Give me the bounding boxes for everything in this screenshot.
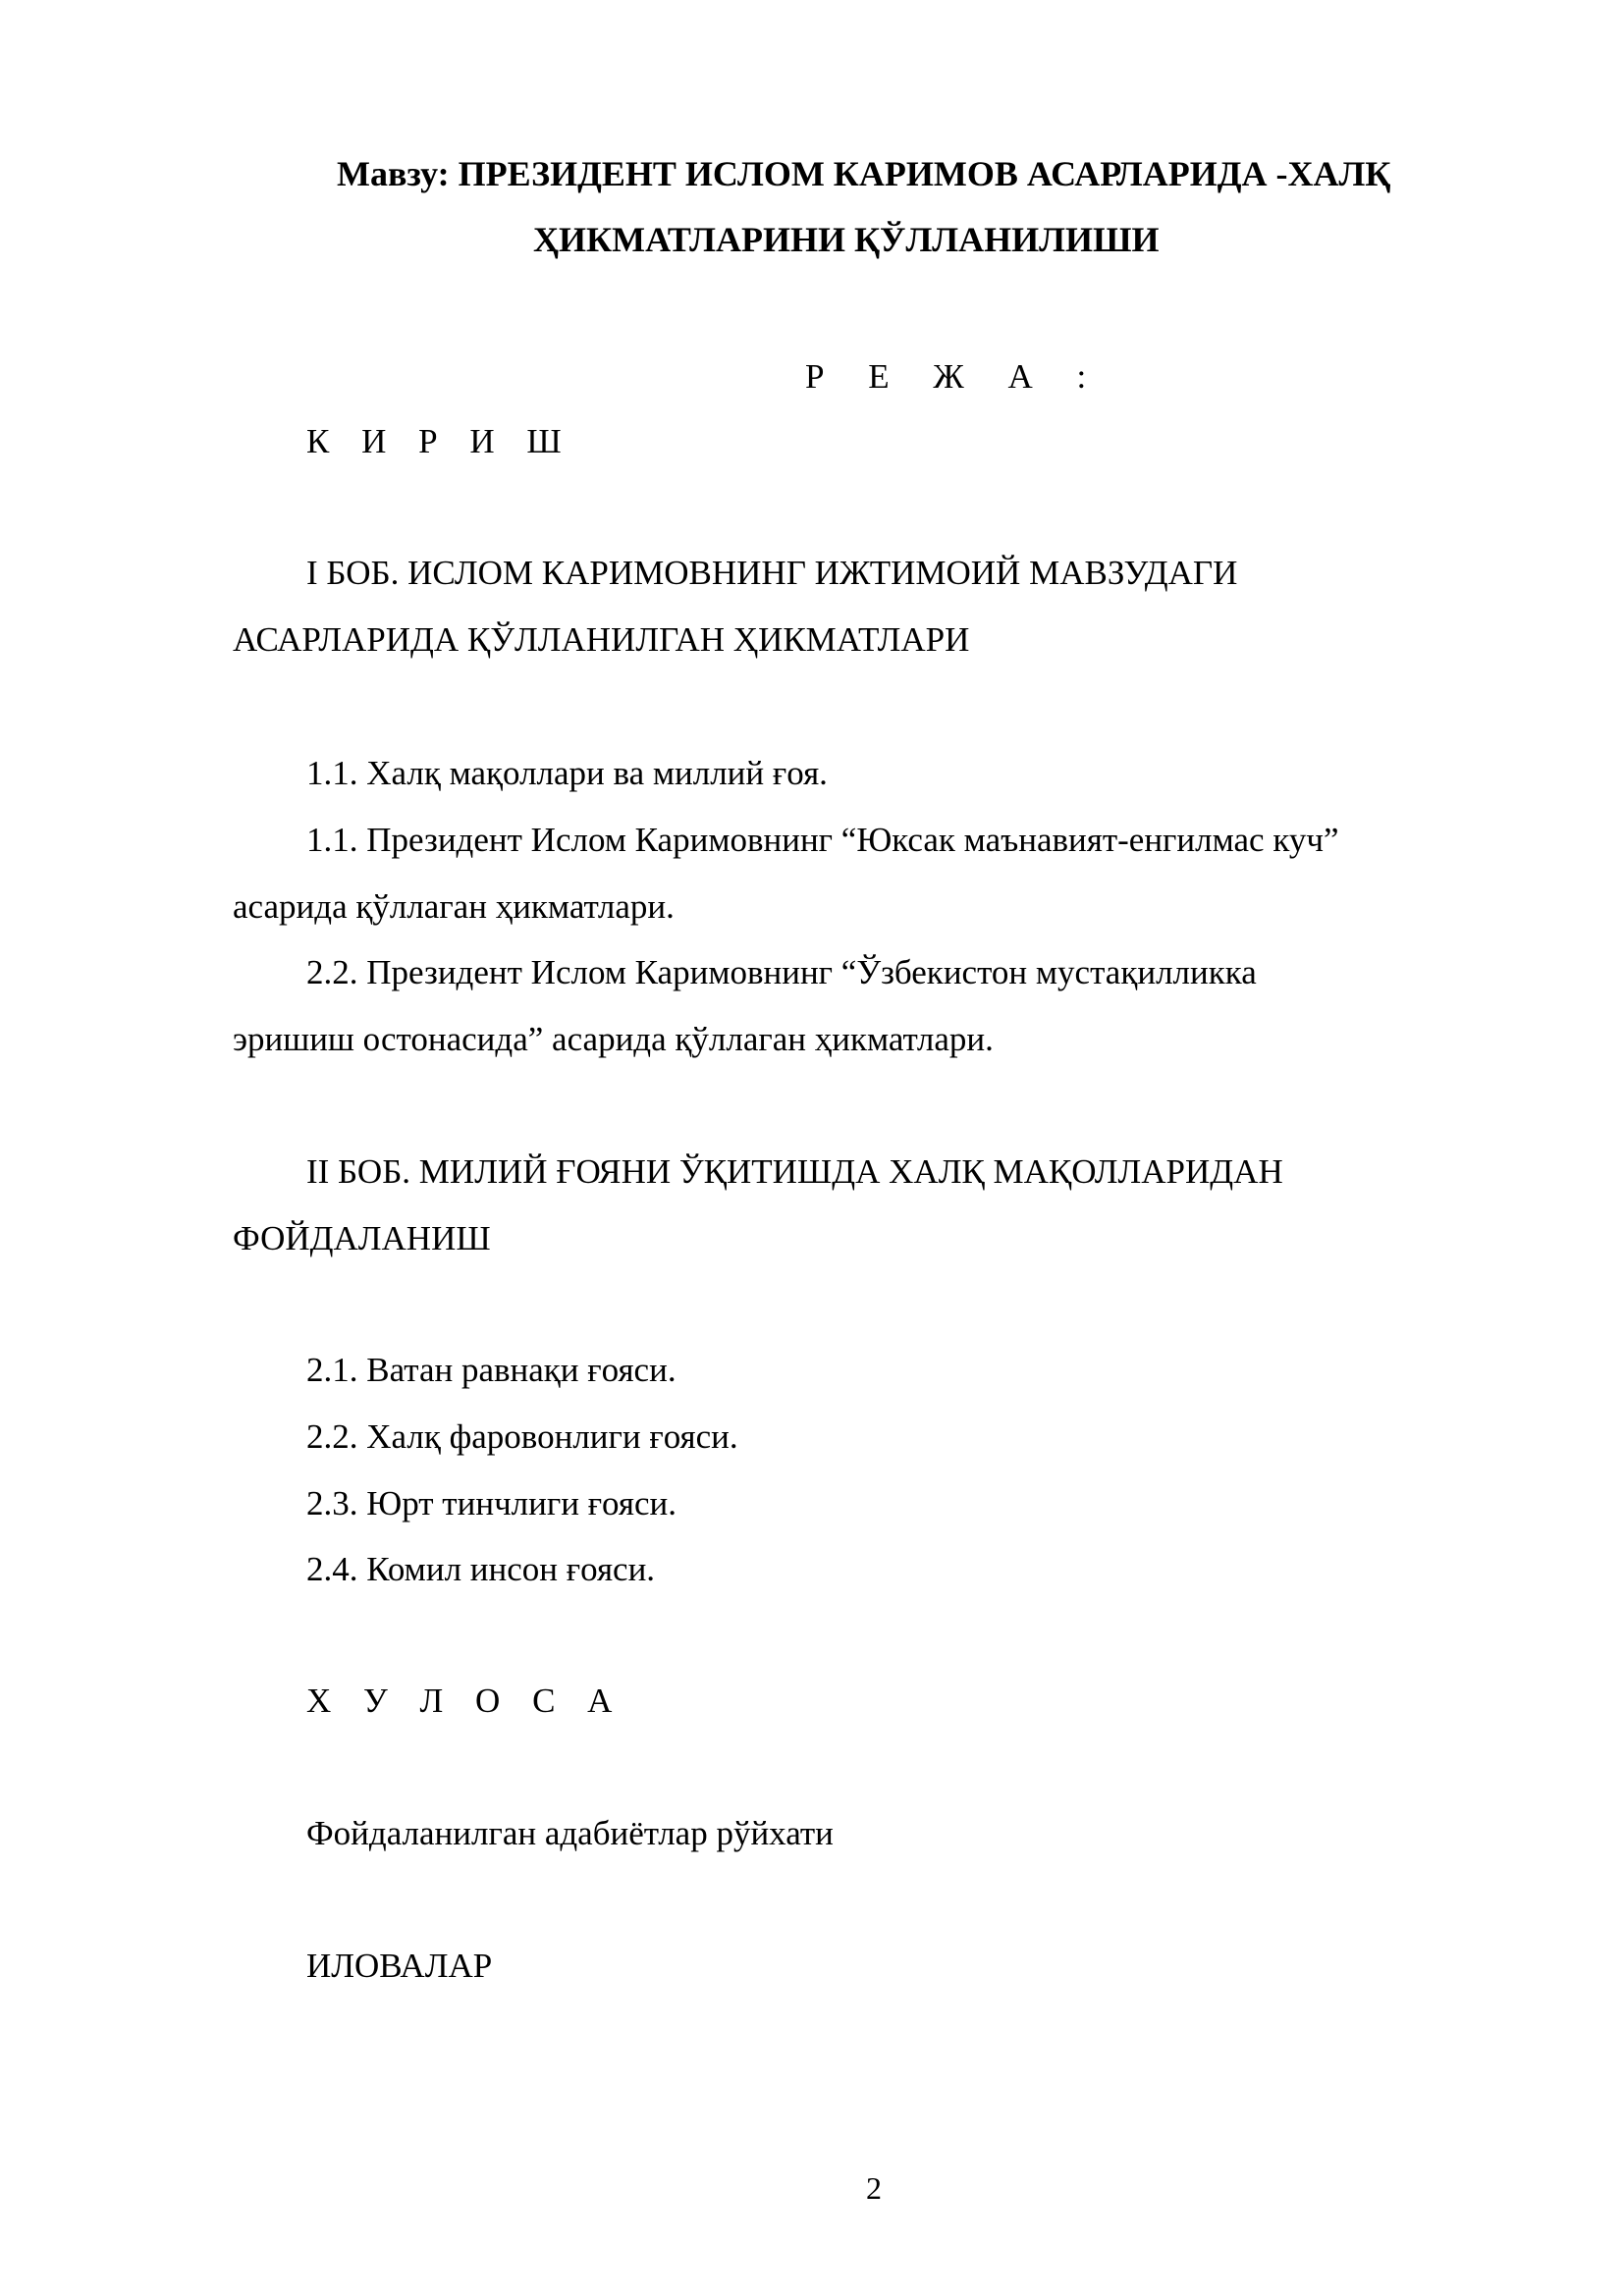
- references-heading: Фойдаланилган адабиётлар рўйхати: [306, 1814, 834, 1852]
- chapter-2-item-1: 2.1. Ватан равнақи ғояси.: [306, 1351, 677, 1389]
- chapter-1-item-3-line-1: 2.2. Президент Ислом Каримовнинг “Ўзбекистон мустақилликка: [306, 953, 1257, 991]
- chapter-2-item-2: 2.2. Халқ фаровонлиги ғояси.: [306, 1417, 738, 1456]
- document-title-line-1: Мавзу: ПРЕЗИДЕНТ ИСЛОМ КАРИМОВ АСАРЛАРИДА -ХАЛҚ: [337, 154, 1391, 193]
- chapter-2-heading-line-1: II БОБ. МИЛИЙ ҒОЯНИ ЎҚИТИШДА ХАЛҚ МАҚОЛЛАРИДАН: [306, 1152, 1283, 1191]
- chapter-1-item-2-line-1: 1.1. Президент Ислом Каримовнинг “Юксак маънавият-енгилмас куч”: [306, 821, 1339, 859]
- chapter-2-item-4: 2.4. Комил инсон ғояси.: [306, 1550, 656, 1588]
- chapter-2-item-3: 2.3. Юрт тинчлиги ғояси.: [306, 1484, 677, 1522]
- chapter-1-heading-line-1: I БОБ. ИСЛОМ КАРИМОВНИНГ ИЖТИМОИЙ МАВЗУДАГИ: [306, 554, 1238, 592]
- document-title-line-2: ҲИКМАТЛАРИНИ ҚЎЛЛАНИЛИШИ: [533, 220, 1160, 259]
- chapter-1-item-3-line-2: эришиш остонасида” асарида қўллаган ҳикматлари.: [233, 1020, 994, 1058]
- appendices-heading: ИЛОВАЛАР: [306, 1947, 493, 1985]
- conclusion-heading: Х У Л О С А: [306, 1682, 624, 1720]
- chapter-1-item-1: 1.1. Халқ мақоллари ва миллий ғоя.: [306, 754, 828, 792]
- page-number: 2: [866, 2170, 882, 2206]
- chapter-1-heading-line-2: АСАРЛАРИДА ҚЎЛЛАНИЛГАН ҲИКМАТЛАРИ: [233, 620, 970, 659]
- chapter-1-item-2-line-2: асарида қўллаган ҳикматлари.: [233, 887, 675, 926]
- introduction-heading: К И Р И Ш: [306, 422, 573, 460]
- plan-heading: Р Е Ж А :: [805, 357, 1105, 396]
- chapter-2-heading-line-2: ФОЙДАЛАНИШ: [233, 1219, 491, 1257]
